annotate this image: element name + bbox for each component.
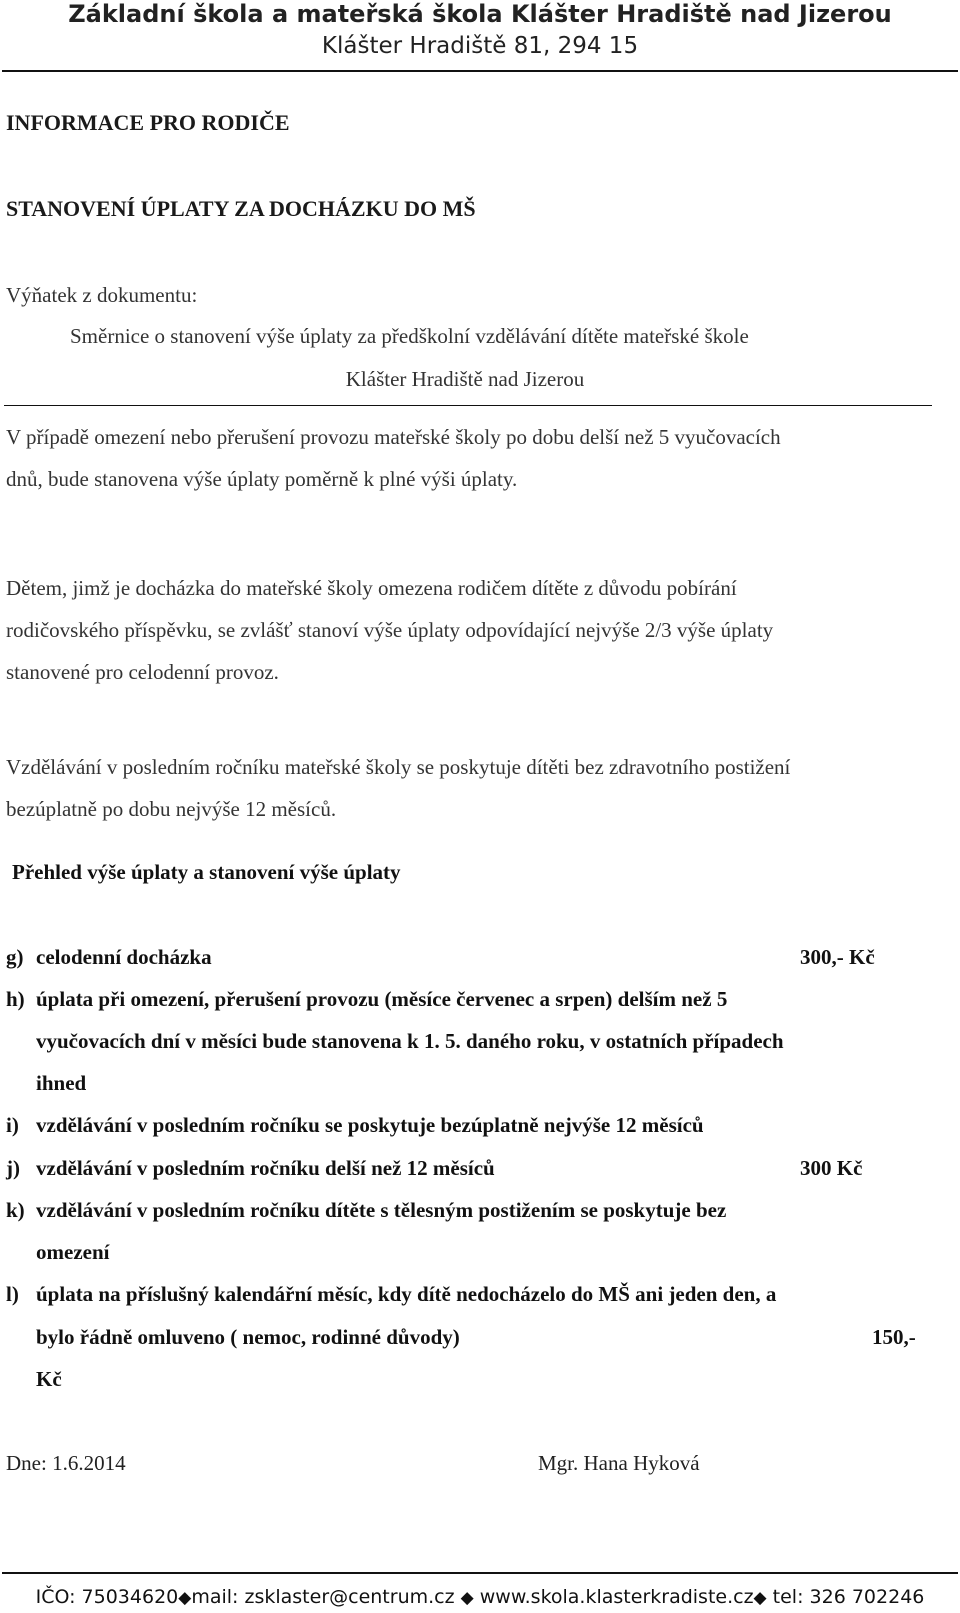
paragraph-line: bezúplatně po dobu nejvýše 12 měsíců. (6, 797, 337, 821)
list-item-h (6, 987, 727, 1012)
document-title: INFORMACE PRO RODIČE (6, 110, 290, 135)
footer-divider (2, 1572, 958, 1574)
paragraph-line: Dětem, jimž je docházka do mateřské školy omezena rodičem dítěte z důvodu pobírání (6, 576, 737, 600)
item-text: celodenní docházka (36, 945, 212, 969)
excerpt-document-line1: Směrnice o stanovení výše úplaty za předškolní vzdělávání dítěte mateřské škole (70, 324, 749, 348)
excerpt-label: Výňatek z dokumentu: (6, 283, 198, 307)
footer-contacts (0, 1586, 960, 1608)
price-celodenni: 300,- Kč (800, 945, 875, 969)
school-name: Základní škola a mateřská škola Klášter Hradiště nad Jizerou (68, 0, 892, 28)
footer-ico: IČO: 75034620 (35, 1586, 179, 1608)
price-last-year: 300 Kč (800, 1156, 863, 1180)
item-text-continued: omezení (36, 1240, 110, 1264)
excerpt-divider (4, 405, 932, 406)
paragraph-line: V případě omezení nebo přerušení provozu mateřské školy po dobu delší než 5 vyučovacích (6, 425, 781, 449)
item-label: g) (6, 945, 24, 969)
footer-mail: mail: zsklaster@centrum.cz (191, 1586, 455, 1608)
footer-web: www.skola.klasterkradiste.cz (479, 1586, 754, 1608)
paragraph-line: stanovené pro celodenní provoz. (6, 660, 279, 684)
list-item-i (6, 1113, 704, 1138)
item-label: k) (6, 1198, 25, 1222)
item-text: vzdělávání v posledním ročníku dítěte s tělesným postižením se poskytuje bez (36, 1198, 727, 1222)
price-absence: 150,- (872, 1325, 916, 1349)
item-text: vzdělávání v posledním ročníku delší než 12 měsíců (36, 1156, 495, 1180)
item-text: úplata při omezení, přerušení provozu (měsíce červenec a srpen) delším než 5 (36, 987, 728, 1011)
paragraph-line: rodičovského příspěvku, se zvlášť stanoví výše úplaty odpovídající nejvýše 2/3 výše úplaty (6, 618, 774, 642)
item-text-continued: vyučovacích dní v měsíci bude stanovena k 1. 5. daného roku, v ostatních případech (36, 1029, 784, 1053)
item-text-continued: ihned (36, 1071, 87, 1095)
signature-name: Mgr. Hana Hyková (538, 1451, 700, 1475)
item-label: l) (6, 1282, 19, 1306)
list-item-g (6, 945, 212, 970)
overview-heading: Přehled výše úplaty a stanovení výše úplaty (12, 860, 401, 884)
footer-tel: tel: 326 702246 (772, 1586, 925, 1608)
document-subtitle: STANOVENÍ ÚPLATY ZA DOCHÁZKU DO MŠ (6, 196, 476, 221)
school-address: Klášter Hradiště 81, 294 15 (321, 33, 639, 59)
item-label: i) (6, 1113, 19, 1137)
list-item-k (6, 1198, 726, 1223)
item-label: h) (6, 987, 25, 1011)
list-item-j (6, 1156, 495, 1181)
item-label: j) (6, 1156, 20, 1180)
item-text-continued: Kč (36, 1367, 62, 1391)
signature-date: Dne: 1.6.2014 (6, 1451, 126, 1475)
diamond-icon: ◆ (753, 1588, 767, 1608)
item-text-continued: bylo řádně omluveno ( nemoc, rodinné důvody) (36, 1325, 460, 1349)
item-text: úplata na příslušný kalendářní měsíc, kdy dítě nedocházelo do MŠ ani jeden den, a (36, 1282, 777, 1306)
item-text: vzdělávání v posledním ročníku se poskytuje bezúplatně nejvýše 12 měsíců (36, 1113, 704, 1137)
list-item-l (6, 1282, 776, 1307)
diamond-icon: ◆ (178, 1588, 192, 1608)
diamond-icon: ◆ (460, 1588, 474, 1608)
excerpt-document-line2: Klášter Hradiště nad Jizerou (345, 367, 585, 391)
header-divider (2, 70, 958, 72)
paragraph-line: dnů, bude stanovena výše úplaty poměrně k plné výši úplaty. (6, 467, 518, 491)
paragraph-line: Vzdělávání v posledním ročníku mateřské školy se poskytuje dítěti bez zdravotního postižení (6, 755, 791, 779)
